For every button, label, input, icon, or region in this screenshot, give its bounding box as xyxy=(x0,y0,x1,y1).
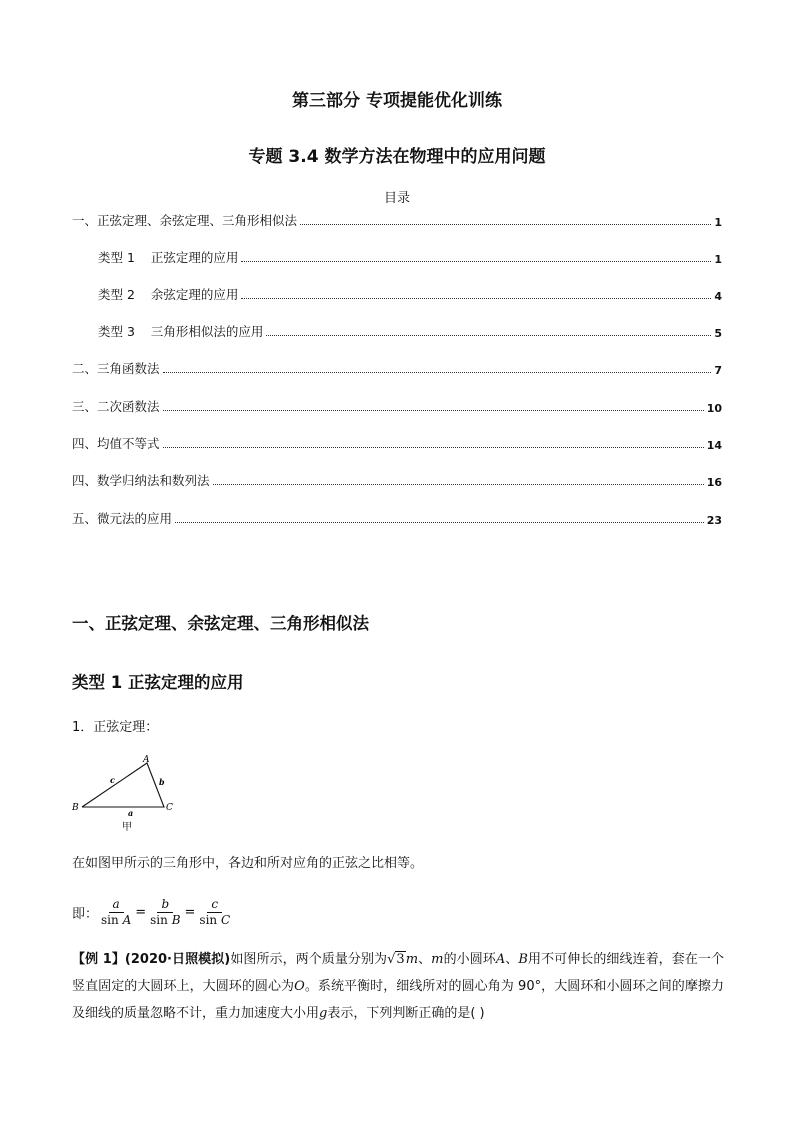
sqrt-expression: √3 xyxy=(387,952,405,967)
toc-page-number: 5 xyxy=(714,327,722,340)
toc-entry[interactable] xyxy=(72,509,722,527)
toc-page-number: 23 xyxy=(706,514,722,527)
toc-entry[interactable] xyxy=(72,471,722,489)
toc-entry[interactable] xyxy=(72,285,722,303)
example-problem: 【例 1】(2020·日照模拟)如图所示，两个质量分别为√3m、m的小圆环A、B用不可伸长的细线连着，套在一个竖直固定的大圆环上，大圆环的圆心为O。系统平衡时，细线所对的圆心角为 90°，大圆环和小圆环之间的摩擦力及细线的质量忽略不计，重力加速度大小用g表示，下列判断正确的是( ) xyxy=(72,952,724,1021)
toc-leader-dots xyxy=(241,298,711,299)
vertex-c-label: C xyxy=(166,803,173,813)
toc-leader-dots xyxy=(213,484,704,485)
figure-caption: 甲 xyxy=(122,822,132,833)
fraction-denominator: sin C xyxy=(199,912,231,927)
toc-entry-label: 一、正弦定理、余弦定理、三角形相似法 xyxy=(72,213,298,228)
triangle-diagram xyxy=(70,750,190,835)
toc-entry[interactable] xyxy=(72,397,722,415)
vertex-a-label: A xyxy=(143,755,150,765)
toc-leader-dots xyxy=(163,372,712,373)
toc-leader-dots xyxy=(266,335,711,336)
example-source: (2020·日照模拟) xyxy=(124,952,231,967)
toc-entry-label: 四、均值不等式 xyxy=(72,436,160,451)
vertex-b-label: B xyxy=(72,803,79,813)
toc-page-number: 16 xyxy=(706,476,722,489)
toc-page-number: 14 xyxy=(706,439,722,452)
fraction-numerator: b xyxy=(157,897,173,913)
fraction-b xyxy=(148,897,182,928)
toc-leader-dots xyxy=(163,410,704,411)
toc-leader-dots xyxy=(300,224,711,225)
formula-prefix: 即： xyxy=(72,906,99,922)
toc-entry-label: 五、微元法的应用 xyxy=(72,511,173,526)
toc-entry-label: 三、二次函数法 xyxy=(72,399,160,414)
toc-page-number: 1 xyxy=(714,253,722,266)
paragraph-text: 在如图甲所示的三角形中，各边和所对应角的正弦之比相等。 xyxy=(72,856,424,871)
toc-page-number: 4 xyxy=(714,290,722,303)
fraction-denominator: sin A xyxy=(101,912,132,927)
equals-sign: = xyxy=(184,904,196,920)
toc-entry-label: 类型 1 正弦定理的应用 xyxy=(98,250,239,265)
toc-leader-dots xyxy=(241,261,711,262)
toc-entry-label: 类型 2 余弦定理的应用 xyxy=(98,287,239,302)
toc-entry-label: 类型 3 三角形相似法的应用 xyxy=(98,324,264,339)
toc-entry[interactable] xyxy=(72,434,722,452)
toc-page-number: 7 xyxy=(714,364,722,377)
side-c-label: c xyxy=(110,775,115,785)
toc-heading: 目录 xyxy=(383,191,410,206)
part-title: 第三部分 专项提能优化训练 xyxy=(292,91,502,111)
side-b-label: b xyxy=(159,777,165,787)
sine-rule-formula xyxy=(72,892,233,932)
fraction-numerator: c xyxy=(207,897,222,913)
example-tag: 【例 1】 xyxy=(72,952,125,967)
list-item-label: 1．正弦定理： xyxy=(72,720,159,735)
fraction-c xyxy=(197,897,232,928)
equals-sign: = xyxy=(135,904,147,920)
side-a-label: a xyxy=(128,808,134,818)
fraction-numerator: a xyxy=(109,897,124,913)
fraction-denominator: sin B xyxy=(150,912,181,927)
toc-entry-label: 四、数学归纳法和数列法 xyxy=(72,473,210,488)
toc-entry[interactable] xyxy=(72,359,722,377)
topic-title: 专题 3.4 数学方法在物理中的应用问题 xyxy=(248,147,546,167)
toc-leader-dots xyxy=(175,522,704,523)
toc-page-number: 1 xyxy=(714,216,722,229)
triangle-figure xyxy=(70,750,190,835)
fraction-a xyxy=(99,897,133,928)
toc-entry[interactable] xyxy=(72,248,722,266)
section-heading: 一、正弦定理、余弦定理、三角形相似法 xyxy=(72,614,369,633)
toc-page-number: 10 xyxy=(706,402,722,415)
triangle-shape xyxy=(82,763,164,807)
toc-leader-dots xyxy=(163,447,704,448)
subsection-heading: 类型 1 正弦定理的应用 xyxy=(72,673,244,692)
toc-entry[interactable] xyxy=(72,211,722,229)
toc-entry[interactable] xyxy=(72,322,722,340)
toc-entry-label: 二、三角函数法 xyxy=(72,361,160,376)
